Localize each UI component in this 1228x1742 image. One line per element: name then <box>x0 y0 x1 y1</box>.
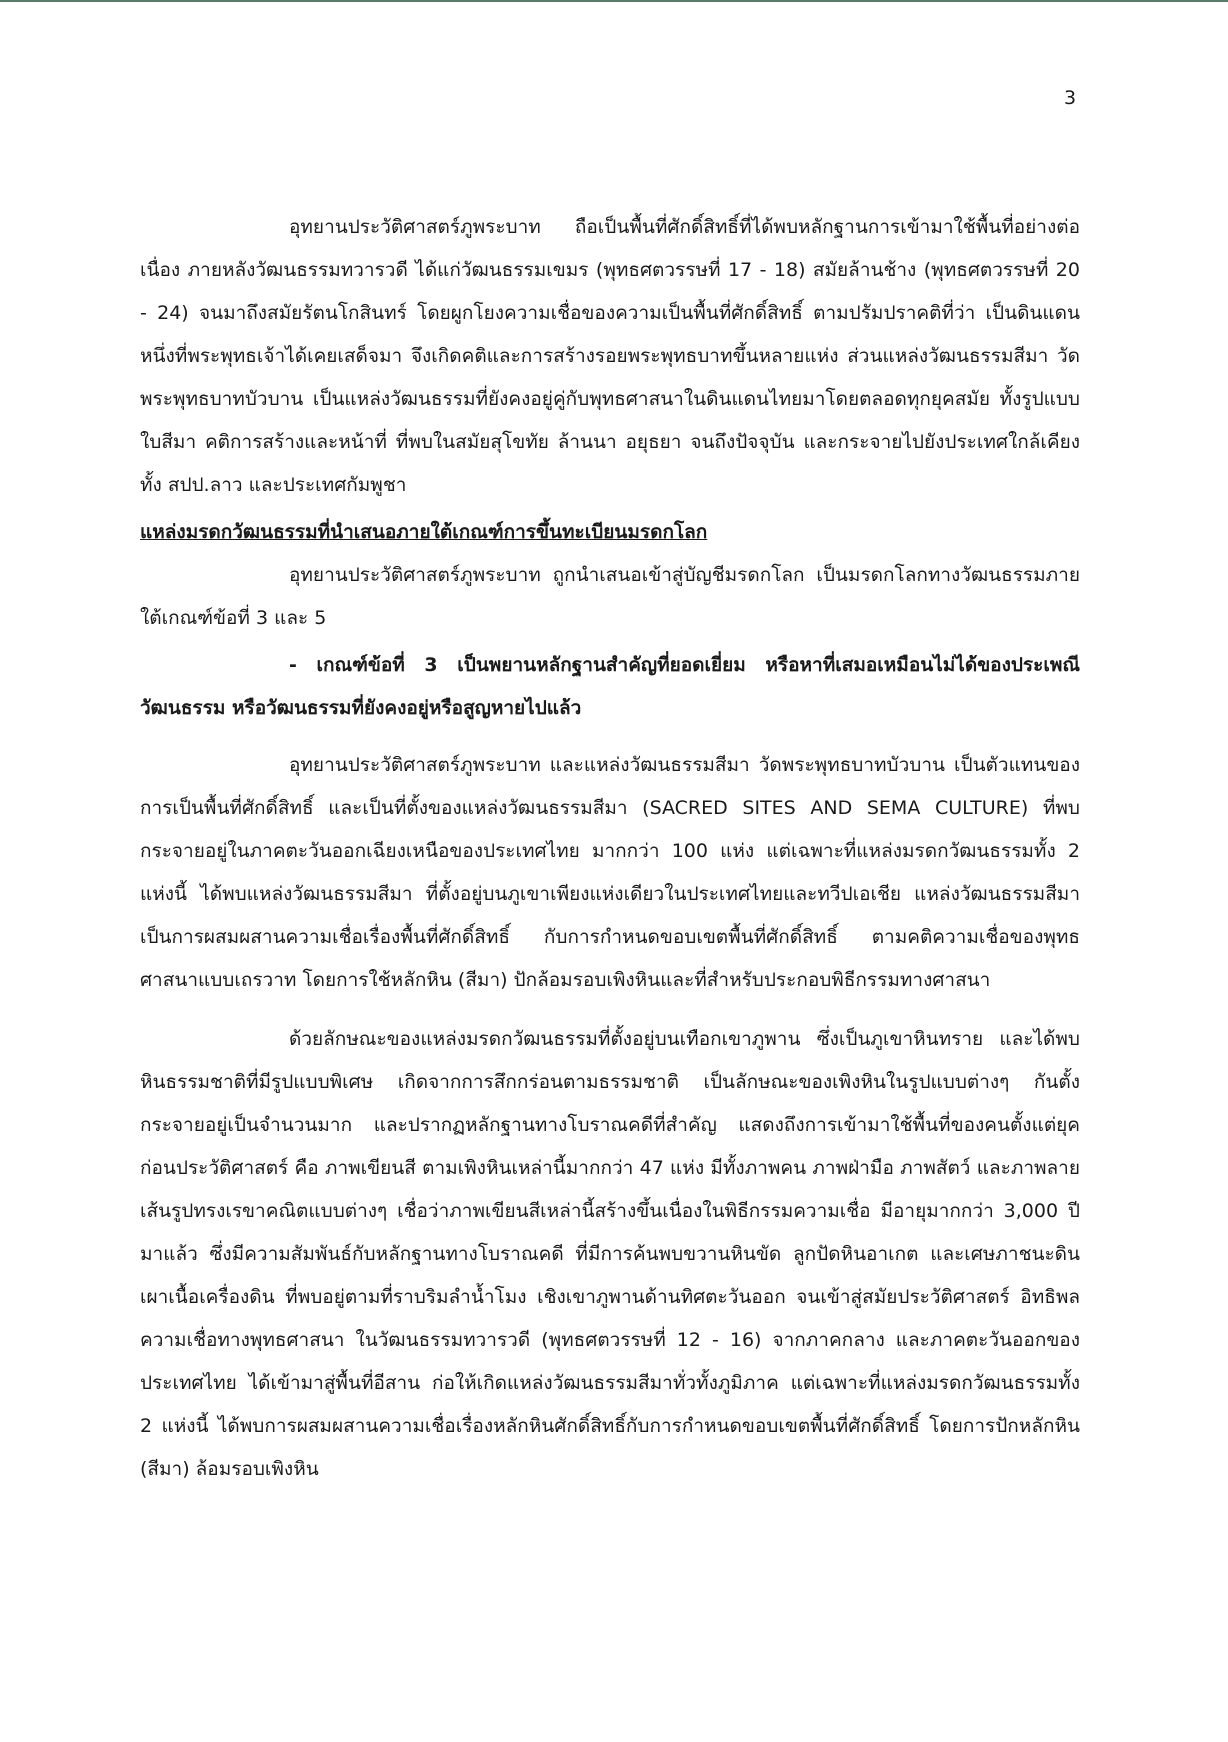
section-heading: แหล่งมรดกวัฒนธรรมที่นำเสนอภายใต้เกณฑ์การขึ้นทะเบียนมรดกโลก <box>140 521 708 543</box>
section-intro-paragraph: อุทยานประวัติศาสตร์ภูพระบาท ถูกนำเสนอเข้าสู่บัญชีมรดกโลก เป็นมรดกโลกทางวัฒนธรรมภายใต้เกณฑ์ข้อที่ 3 และ 5 <box>140 564 1080 629</box>
top-border-line <box>0 0 1228 2</box>
criterion-3-bullet: - เกณฑ์ข้อที่ 3 เป็นพยานหลักฐานสำคัญที่ยอดเยี่ยม หรือหาที่เสมอเหมือนไม่ได้ของประเพณีวัฒนธรรม หรือวัฒนธรรมที่ยังคงอยู่หรือสูญหายไปแล้ว <box>140 654 1080 719</box>
page-number: 3 <box>1064 87 1077 109</box>
landscape-paragraph: ด้วยลักษณะของแหล่งมรดกวัฒนธรรมที่ตั้งอยู่บนเทือกเขาภูพาน ซึ่งเป็นภูเขาหินทราย และได้พบหินธรรมชาติที่มีรูปแบบพิเศษ เกิดจากการสึกกร่อนตามธรรมชาติ เป็นลักษณะของเพิงหินในรูปแบบต่างๆ กันตั้งกระจายอยู่เป็นจำนวนมาก และปรากฏหลักฐานทางโบราณคดีที่สำคัญ แสดงถึงการเข้ามาใช้พื้นที่ของคนตั้งแต่ยุคก่อนประวัติศาสตร์ คือ ภาพเขียนสี ตามเพิงหินเหล่านี้มากกว่า 47 แห่ง มีทั้งภาพคน ภาพฝ่ามือ ภาพสัตว์ และภาพลายเส้นรูปทรงเรขาคณิตแบบต่างๆ เชื่อว่าภาพเขียนสีเหล่านี้สร้างขึ้นเนื่องในพิธีกรรมความเชื่อ มีอายุมากกว่า 3,000 ปีมาแล้ว ซึ่งมีความสัมพันธ์กับหลักฐานทางโบราณคดี ที่มีการค้นพบขวานหินขัด ลูกปัดหินอาเกต และเศษภาชนะดินเผาเนื้อเครื่องดิน ที่พบอยู่ตามที่ราบริมลำน้ำโมง เชิงเขาภูพานด้านทิศตะวันออก จนเข้าสู่สมัยประวัติศาสตร์ อิทธิพลความเชื่อทางพุทธศาสนา ในวัฒนธรรมทวารวดี (พุทธศตวรรษที่ 12 - 16) จากภาคกลาง และภาคตะวันออกของประเทศไทย ได้เข้ามาสู่พื้นที่อีสาน ก่อให้เกิดแหล่งวัฒนธรรมสีมาทั่วทั้งภูมิภาค แต่เฉพาะที่แหล่งมรดกวัฒนธรรมทั้ง 2 แห่งนี้ ได้พบการผสมผสานความเชื่อเรื่องหลักหินศักดิ์สิทธิ์กับการกำหนดขอบเขตพื้นที่ศักดิ์สิทธิ์ โดยการปักหลักหิน (สีมา) ล้อมรอบเพิงหิน <box>140 1028 1080 1480</box>
document-body <box>140 206 1080 1491</box>
intro-paragraph: อุทยานประวัติศาสตร์ภูพระบาท ถือเป็นพื้นที่ศักดิ์สิทธิ์ที่ได้พบหลักฐานการเข้ามาใช้พื้นที่อย่างต่อเนื่อง ภายหลังวัฒนธรรมทวารวดี ได้แก่วัฒนธรรมเขมร (พุทธศตวรรษที่ 17 - 18) สมัยล้านช้าง (พุทธศตวรรษที่ 20 - 24) จนมาถึงสมัยรัตนโกสินทร์ โดยผูกโยงความเชื่อของความเป็นพื้นที่ศักดิ์สิทธิ์ ตามปรัมปราคติที่ว่า เป็นดินแดนหนึ่งที่พระพุทธเจ้าได้เคยเสด็จมา จึงเกิดคติและการสร้างรอยพระพุทธบาทขึ้นหลายแห่ง ส่วนแหล่งวัฒนธรรมสีมา วัดพระพุทธบาทบัวบาน เป็นแหล่งวัฒนธรรมที่ยังคงอยู่คู่กับพุทธศาสนาในดินแดนไทยมาโดยตลอดทุกยุคสมัย ทั้งรูปแบบใบสีมา คติการสร้างและหน้าที่ ที่พบในสมัยสุโขทัย ล้านนา อยุธยา จนถึงปัจจุบัน และกระจายไปยังประเทศใกล้เคียงทั้ง สปป.ลาว และประเทศกัมพูชา <box>140 216 1080 496</box>
sema-culture-paragraph: อุทยานประวัติศาสตร์ภูพระบาท และแหล่งวัฒนธรรมสีมา วัดพระพุทธบาทบัวบาน เป็นตัวแทนของการเป็นพื้นที่ศักดิ์สิทธิ์ และเป็นที่ตั้งของแหล่งวัฒนธรรมสีมา (SACRED SITES AND SEMA CULTURE) ที่พบกระจายอยู่ในภาคตะวันออกเฉียงเหนือของประเทศไทย มากกว่า 100 แห่ง แต่เฉพาะที่แหล่งมรดกวัฒนธรรมทั้ง 2 แห่งนี้ ได้พบแหล่งวัฒนธรรมสีมา ที่ตั้งอยู่บนภูเขาเพียงแห่งเดียวในประเทศไทยและทวีปเอเชีย แหล่งวัฒนธรรมสีมาเป็นการผสมผสานความเชื่อเรื่องพื้นที่ศักดิ์สิทธิ์ กับการกำหนดขอบเขตพื้นที่ศักดิ์สิทธิ์ ตามคติความเชื่อของพุทธศาสนาแบบเถรวาท โดยการใช้หลักหิน (สีมา) ปักล้อมรอบเพิงหินและที่สำหรับประกอบพิธีกรรมทางศาสนา <box>140 754 1080 991</box>
